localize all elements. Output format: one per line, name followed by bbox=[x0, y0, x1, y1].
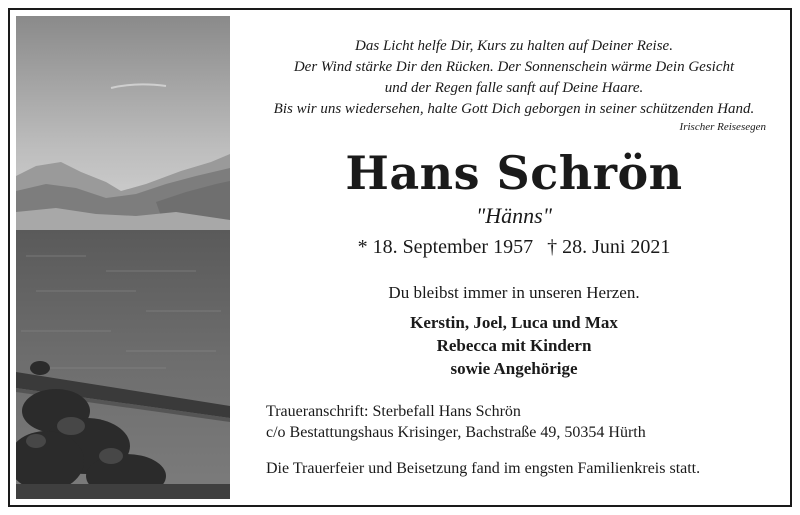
mourner-line: Kerstin, Joel, Luca und Max bbox=[410, 313, 618, 332]
lake-landscape-image bbox=[16, 16, 230, 499]
poem-line: und der Regen falle sanft auf Deine Haare. bbox=[384, 80, 644, 96]
lake-photo bbox=[16, 16, 230, 499]
poem bbox=[238, 36, 790, 120]
poem-line: Der Wind stärke Dir den Rücken. Der Sonnenschein wärme Dein Gesicht bbox=[293, 59, 735, 75]
birth-date: * 18. September 1957 bbox=[357, 236, 534, 258]
deceased-name: Hans Schrön bbox=[345, 146, 683, 200]
obituary-frame bbox=[8, 8, 792, 507]
deceased-nickname: "Hänns" bbox=[476, 203, 552, 228]
mourner-line: sowie Angehörige bbox=[450, 359, 578, 378]
poem-source: Irischer Reisesegen bbox=[679, 121, 766, 133]
poem-line: Bis wir uns wiedersehen, halte Gott Dich geborgen in seiner schützenden Hand. bbox=[273, 101, 755, 117]
memorial-motto: Du bleibst immer in unseren Herzen. bbox=[388, 283, 640, 302]
address-line: Traueranschrift: Sterbefall Hans Schrön bbox=[266, 403, 521, 420]
mourning-address bbox=[266, 401, 786, 443]
address-line: c/o Bestattungshaus Krisinger, Bachstraße 49, 50354 Hürth bbox=[266, 424, 646, 441]
mourners-list bbox=[238, 311, 790, 380]
life-dates bbox=[238, 234, 790, 260]
mourner-line: Rebecca mit Kindern bbox=[436, 336, 592, 355]
death-date: † 28. Juni 2021 bbox=[547, 236, 671, 258]
poem-line: Das Licht helfe Dir, Kurs zu halten auf Deiner Reise. bbox=[355, 38, 673, 54]
funeral-notice: Die Trauerfeier und Beisetzung fand im engsten Familienkreis statt. bbox=[266, 460, 701, 477]
obituary-text bbox=[238, 10, 790, 505]
